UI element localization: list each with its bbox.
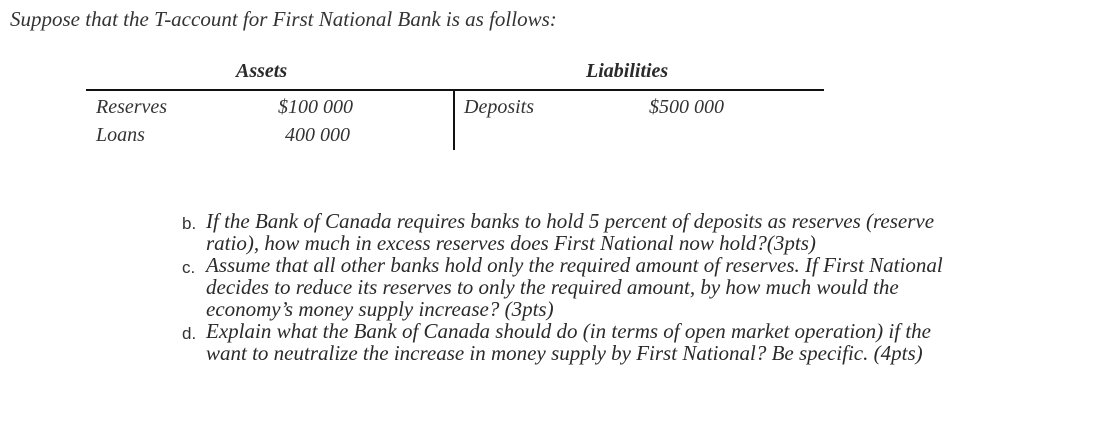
- question-letter: b.: [182, 214, 197, 233]
- t-account-table: [86, 60, 824, 152]
- question-text: [206, 210, 934, 254]
- question-line: want to neutralize the increase in money supply by First National? Be specific. (4pts): [206, 341, 923, 365]
- assets-header: Assets: [236, 60, 288, 82]
- question-line: Explain what the Bank of Canada should do (in terms of open market operation) if the: [206, 319, 932, 343]
- liability-amount-deposits: $500 000: [649, 96, 724, 118]
- question-letter: c.: [182, 258, 196, 277]
- question-d: [182, 320, 1082, 364]
- question-text: [206, 320, 931, 364]
- t-account-horizontal-rule: [86, 89, 824, 91]
- question-line: Assume that all other banks hold only the required amount of reserves. If First National: [206, 253, 943, 277]
- asset-label-loans: Loans: [96, 124, 145, 146]
- asset-label-reserves: Reserves: [96, 96, 168, 118]
- question-line: If the Bank of Canada requires banks to hold 5 percent of deposits as reserves (reserve: [206, 209, 935, 233]
- intro-text: Suppose that the T-account for First National Bank is as follows:: [10, 7, 557, 31]
- t-account-vertical-rule: [453, 90, 455, 150]
- asset-amount-loans: 400 000: [285, 124, 350, 146]
- question-list: [182, 210, 1082, 364]
- question-text: [206, 254, 943, 320]
- question-line: decides to reduce its reserves to only the required amount, by how much would the: [206, 275, 899, 299]
- asset-amount-reserves: $100 000: [278, 96, 353, 118]
- question-b: [182, 210, 1082, 254]
- question-line: ratio), how much in excess reserves does First National now hold?(3pts): [206, 231, 816, 255]
- liabilities-header: Liabilities: [586, 60, 669, 82]
- question-c: [182, 254, 1082, 320]
- question-line: economy’s money supply increase? (3pts): [206, 297, 554, 321]
- question-letter: d.: [182, 324, 197, 343]
- liability-label-deposits: Deposits: [464, 96, 534, 118]
